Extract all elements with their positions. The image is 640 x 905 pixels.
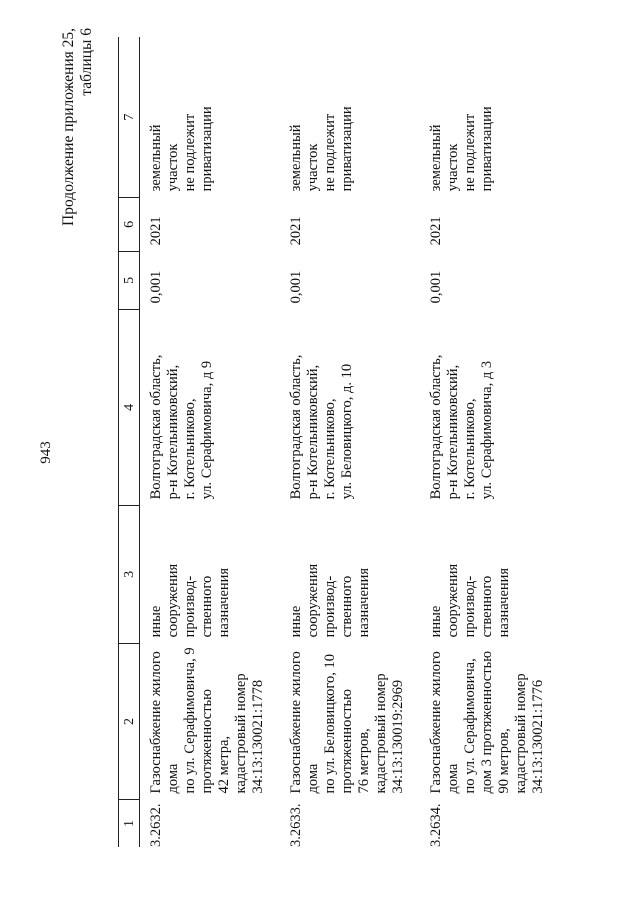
object-note-line: не подлежит [182,113,198,192]
object-address-line: г. Котельниково, [321,398,338,500]
object-address-line: ул. Серафимовича, д 3 [478,360,495,500]
object-address-line: р-н Котельниковский, [444,364,461,500]
object-name-cell [420,643,560,799]
object-name-cell [140,643,280,799]
object-note-line: не подлежит [461,113,478,192]
object-address-line: Волгоградская область, [427,354,444,500]
object-name-line: Газоснабжение жилого [148,651,164,794]
object-name-line: 76 метров, [355,728,372,794]
column-header: 3 [119,505,140,643]
object-type-line: сооружения [165,563,181,638]
property-table [118,37,560,847]
row-number: 3.2632. [148,803,164,847]
table-row [140,37,280,847]
object-name-line: 34:13:130021:1778 [250,679,266,794]
object-name-line: дом 3 протяженностью [478,650,495,794]
column-header: 2 [119,643,140,799]
object-address-line: ул. Беловицкого, д. 10 [338,363,355,500]
column-header: 7 [119,37,140,197]
object-address-line: г. Котельниково, [461,398,478,500]
object-name-line: протяженностью [199,689,215,794]
object-address-line: ул. Серафимовича, д 9 [199,360,215,500]
row-number-cell [420,800,560,848]
object-note-line: не подлежит [321,113,338,192]
object-name-line: кадастровый номер [233,673,249,794]
object-type-line: сооружения [444,563,461,638]
object-type-cell [420,505,560,643]
object-type-line: сооружения [304,563,321,638]
object-type-line: производ- [182,575,198,638]
object-note-line: приватизации [199,106,215,192]
object-type-line: производ- [461,575,478,638]
row-number: 3.2633. [287,803,304,847]
object-name-line: дома [304,763,321,794]
object-name-line: кадастровый номер [512,673,529,794]
object-name-line: по ул. Беловицкого, 10 [321,654,338,794]
object-year-cell [140,197,280,251]
object-type-line: ственного [478,575,495,638]
table-row [420,37,560,847]
object-value-cell [280,251,420,309]
page-number: 943 [38,441,54,464]
object-name-line: дома [165,763,181,794]
object-address-cell [280,309,420,505]
object-name-line: Газоснабжение жилого [287,651,304,794]
object-note-line: участок [304,143,321,192]
object-note-line: участок [165,143,181,192]
object-type-line: назначения [216,567,232,638]
column-header: 6 [119,197,140,251]
object-type-line: назначения [355,567,372,638]
object-value: 0,001 [427,270,444,304]
object-address-line: Волгоградская область, [287,354,304,500]
column-header: 1 [119,800,140,848]
object-value-cell [420,251,560,309]
row-number-cell [140,800,280,848]
continuation-line-2: таблицы 6 [78,28,95,96]
object-type-cell [140,505,280,643]
object-address-line: р-н Котельниковский, [165,364,181,500]
object-year: 2021 [148,216,164,246]
object-value-cell [140,251,280,309]
object-note-line: земельный [287,124,304,192]
object-value: 0,001 [148,270,164,304]
object-name-line: 42 метра, [216,735,232,794]
object-note-line: участок [444,143,461,192]
object-type-line: иные [148,605,164,638]
row-number-cell [280,800,420,848]
object-type-cell [280,505,420,643]
object-year-cell [420,197,560,251]
object-name-line: по ул. Серафимовича, [461,658,478,794]
object-note-cell [280,37,420,197]
header-row [119,37,140,847]
object-address-cell [140,309,280,505]
object-address-line: Волгоградская область, [148,354,164,500]
object-name-line: дома [444,763,461,794]
object-value: 0,001 [287,270,304,304]
object-note-cell [140,37,280,197]
object-name-line: 34:13:130019:2969 [389,679,406,794]
object-note-line: приватизации [478,106,495,192]
continuation-line-1: Продолжение приложения 25, [60,28,77,226]
object-type-line: ственного [338,575,355,638]
object-name-line: по ул. Серафимовича, 9 [182,647,198,794]
object-year: 2021 [427,216,444,246]
object-type-line: производ- [321,575,338,638]
column-header: 5 [119,251,140,309]
object-note-line: земельный [148,124,164,192]
object-name-cell [280,643,420,799]
object-name-line: Газоснабжение жилого [427,651,444,794]
object-name-line: протяженностью [338,689,355,794]
object-year-cell [280,197,420,251]
object-type-line: иные [287,605,304,638]
continuation-note [60,28,96,226]
object-type-line: иные [427,605,444,638]
object-note-line: приватизации [338,106,355,192]
object-address-line: р-н Котельниковский, [304,364,321,500]
object-address-cell [420,309,560,505]
row-number: 3.2634. [427,803,444,847]
object-type-line: ственного [199,575,215,638]
object-name-line: 34:13:130021:1776 [529,679,546,794]
table-row [280,37,420,847]
column-header: 4 [119,309,140,505]
object-name-line: 90 метров, [495,728,512,794]
object-type-line: назначения [495,567,512,638]
object-address-line: г. Котельниково, [182,398,198,500]
object-note-line: земельный [427,124,444,192]
object-note-cell [420,37,560,197]
object-name-line: кадастровый номер [372,673,389,794]
object-year: 2021 [287,216,304,246]
